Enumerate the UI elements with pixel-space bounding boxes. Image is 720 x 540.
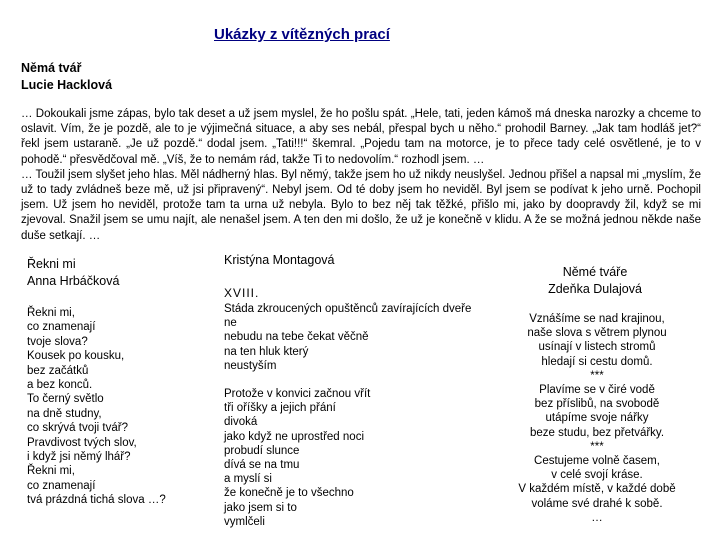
story-text [21, 107, 701, 244]
poem-line: nebudu na tebe čekat věčně [224, 331, 369, 344]
poem-line: že konečně je to všechno [224, 487, 354, 500]
poem-line: na ten hluk který [224, 345, 309, 358]
poem-line: na dně studny, [27, 407, 102, 420]
poem-line: vymlčeli [224, 515, 265, 528]
poem-line: naše slova s větrem plynou [527, 327, 667, 340]
poem-line: beze studu, bez přetvářky. [529, 426, 665, 439]
poem-line: V každém místě, v každé době [518, 483, 676, 496]
poem-line: co skrývá tvoji tvář? [27, 422, 128, 435]
story-title: Němá tvář [21, 61, 82, 75]
poem1-author: Anna Hrbáčková [27, 274, 120, 288]
poem-line: probudí slunce [224, 444, 300, 457]
poem-line: To černý světlo [27, 393, 104, 406]
poem-line: Řekni mi, [27, 307, 75, 319]
poem2-numeral: XVIII. [224, 286, 260, 300]
poem-line: usínají v listech stromů [538, 341, 656, 354]
poem-line: jako jsem si to [224, 501, 297, 514]
poem-line: co znamenají [27, 321, 96, 334]
poem-line: neustyším [224, 359, 277, 372]
story-paragraph: … Dokoukali jsme zápas, bylo tak deset a už jsem myslel, že ho pošlu spát. „Hele, tati, jeden kámoš má dneska narozky a chceme to oslavit. Vím, že je pozdě, ale to je výjimečná situace, a aby ses nebál, přespal bych u něho.“ prohodil Barney. „Jak tam hodláš jet?“ řekl jsem ustaraně. „Je už pozdě.“ dodal jsem. „Tati!!!“ škemral. „Pojedu tam na motorce, je to přece tady celé osvětlené, je to v pohodě.“ přesvědčoval mě. „Víš, že to nemám rád, takže Ti to nedovolím.“ rozhodl jsem. … [21, 108, 701, 166]
poem-line: divoká [224, 416, 258, 429]
stanza-separator: *** [590, 440, 604, 453]
poem-line: utápíme svoje nářky [545, 412, 649, 425]
poem2-author: Kristýna Montagová [224, 253, 335, 267]
poem2-stanza-1 [224, 302, 494, 373]
poem3-header [510, 264, 680, 298]
poem-line: co znamenají [27, 479, 96, 492]
poem-line: bez příslibů, na svobodě [534, 398, 660, 411]
poem2-stanza-2 [224, 387, 370, 529]
poem-line: hledají si cestu domů. [541, 355, 653, 368]
poem-line: ne [224, 317, 237, 330]
poem3-title: Němé tváře [562, 265, 628, 279]
poem-line: jako když ne uprostřed noci [224, 430, 364, 443]
poem-line: voláme své drahé k sobě. [531, 497, 663, 510]
poem3-text [497, 312, 697, 525]
story-paragraph: … Toužil jsem slyšet jeho hlas. Měl nádherný hlas. Byl němý, takže jsem ho už nikdy neuslyšel. Jednou přišel a napsal mi „myslím, že už to tady zvládneš beze mě, už jsi připravený“. Nebyl jsem. Od té doby jsem ho neviděl. Byl jsem se podívat k jeho urně. Pochopil jsem. Už jsem ho neviděl, protože tam ta urna už nebyla. Bylo to bez něj tak těžké, přišlo mi, jako by doopravdy žil, když se mi zjevoval. Snažil jsem se umu najít, ale nenašel jsem. A ten den mi došlo, že už je konečně v klidu. A že se možná jednou někde naše duše setkají. … [21, 168, 701, 242]
poem-line: Protože v konvici začnou vřít [224, 388, 371, 400]
poem-line: i když jsi němý lhář? [27, 451, 131, 464]
poem1-title: Řekni mi [27, 257, 76, 271]
poem1-header [27, 256, 119, 290]
poem-line: a bez konců. [27, 379, 93, 392]
story-header [21, 60, 112, 94]
poem-line: tvá prázdná tichá slova …? [27, 494, 166, 507]
poem-line: Pravdivost tvých slov, [27, 436, 137, 449]
poem-line: Cestujeme volně časem, [534, 455, 660, 468]
story-author: Lucie Hacklová [21, 78, 113, 92]
poem-line: Řekni mi, [27, 465, 75, 478]
poem-line: tři oříšky a jejich přání [224, 402, 336, 415]
poem-line: Plavíme se v čiré vodě [539, 384, 655, 397]
page-title: Ukázky z vítězných prací [214, 26, 390, 43]
poem-line: dívá se na tmu [224, 459, 300, 472]
ellipsis: … [591, 511, 603, 524]
poem-line: v celé svojí kráse. [551, 469, 643, 482]
poem-line: Stáda zkroucených opuštěnců zavírajících dveře [224, 303, 472, 315]
stanza-separator: *** [590, 369, 604, 382]
poem-line: Kousek po kousku, [27, 350, 125, 363]
poem1-text [27, 306, 166, 508]
poem-line: tvoje slova? [27, 335, 88, 348]
poem-line: Vznášíme se nad krajinou, [529, 313, 665, 325]
poem-line: a myslí si [224, 473, 272, 486]
poem-line: bez začátků [27, 364, 89, 377]
poem3-author: Zdeňka Dulajová [548, 282, 642, 296]
